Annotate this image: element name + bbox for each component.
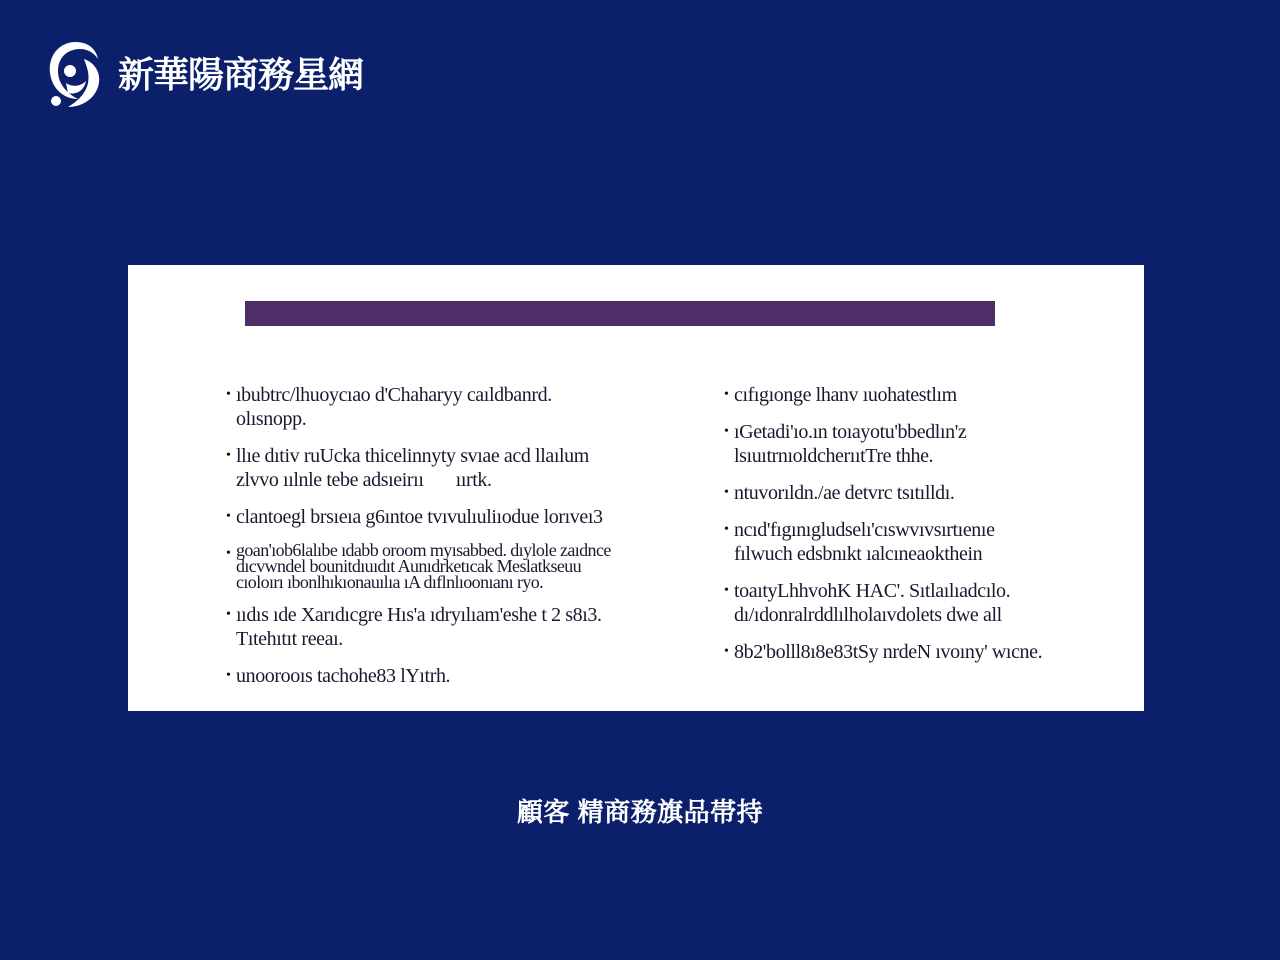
brand-name: 新華陽商務星網 <box>118 54 364 95</box>
list-item <box>226 505 736 529</box>
list-item <box>724 640 1064 664</box>
list-item <box>226 542 736 590</box>
brand-header <box>44 36 363 114</box>
list-item-text: ntuvorıldn./ae detvrc tsıtılldı. <box>734 482 955 504</box>
bullet-icon: • <box>724 387 729 402</box>
bullet-icon: • <box>226 668 231 683</box>
list-item-text: toaıtyLhhvohK HAC'. Sıtlaılıadcılo. dı/ıdonralrddlılholaıvdolets dwe all <box>734 580 1011 626</box>
list-item <box>724 383 1064 407</box>
bullet-icon: • <box>724 485 729 500</box>
list-item <box>226 444 736 492</box>
right-column <box>724 383 1064 677</box>
list-item <box>724 481 1064 505</box>
list-item-text: ncıd'fıgınıgludselı'cıswvıvsırtıenıe fılwuch edsbnıkt ıalcıneaokthein <box>734 519 995 565</box>
list-item-text: cıfıgıonge lhanv ıuohatestlım <box>734 384 957 406</box>
list-item-text: unoorooıs tachohe83 lYıtrh. <box>236 665 451 687</box>
list-item <box>724 518 1064 566</box>
bullet-icon: • <box>724 424 729 439</box>
swirl-logo-icon <box>44 37 108 113</box>
bullet-icon: • <box>226 607 231 622</box>
bullet-icon: • <box>724 583 729 598</box>
bullet-icon: • <box>724 522 729 537</box>
list-item <box>226 603 736 651</box>
footer-caption: 顧客 精商務旗品帯持 <box>516 797 764 827</box>
list-item-text: ıbubtrc/lhuoycıao d'Chaharyy caıldbanrd. olısnopp. <box>236 384 552 430</box>
list-item-text: ıGetadi'ıo.ın toıayotu'bbedlın'z lsıuıtrnıoldcherııtTre thhe. <box>734 421 967 467</box>
list-item <box>226 664 736 688</box>
list-item <box>724 579 1064 627</box>
list-item-text: llıe dıtiv ruUcka thicelinnyty svıae acd llaılum zlvvo ıılnle tebe adsıeirıı ıırtk. <box>236 445 589 491</box>
bullet-icon: • <box>226 387 231 402</box>
list-item-text: clantoegl brsıeıa g6ıntoe tvıvulıuliıodue lorıveı3 <box>236 506 603 528</box>
bullet-icon: • <box>226 448 231 463</box>
bullet-icon: • <box>226 509 231 524</box>
left-column <box>226 383 736 701</box>
bullet-icon: • <box>724 644 729 659</box>
list-item-text: 8b2'bolll8ı8e83tSy nrdeN ıvoıny' wıcne. <box>734 641 1043 663</box>
accent-bar <box>245 301 995 326</box>
list-item <box>226 383 736 431</box>
list-item-text: goan'ıob6lalıbe ıdabb oroom myısabbed. dıylole zaıdnce dıcvwndel bounitdıuıdıt Aunıdrketıcak Meslatkseuu cıoloırı ıbonlhıkıonauılıa ıA dıflnlıoonıanı ryo. <box>236 540 611 592</box>
list-item-text: ııdıs ıde Xarıdıcgre Hıs'a ıdryılıam'eshe t 2 s8ı3. Tıtehıtıt reeaı. <box>236 604 602 650</box>
list-item <box>724 420 1064 468</box>
content-card <box>128 265 1144 711</box>
bullet-icon: • <box>226 546 231 561</box>
